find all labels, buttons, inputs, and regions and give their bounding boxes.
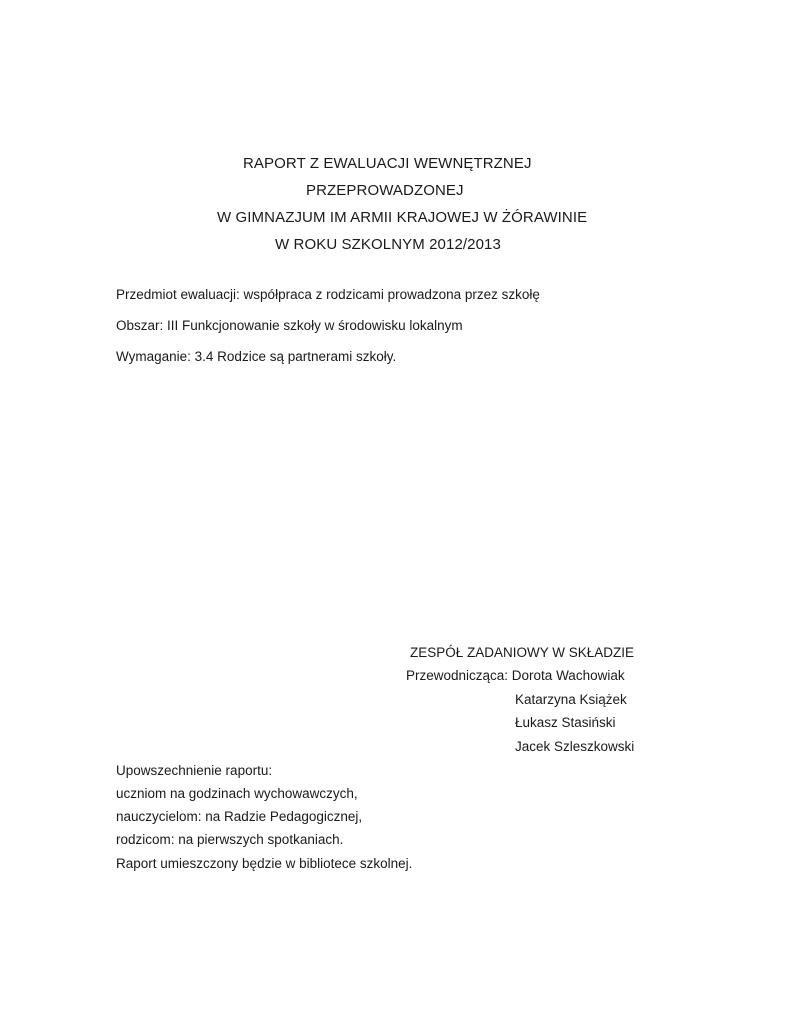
team-member: Katarzyna Książek xyxy=(515,692,627,707)
distribution-line: nauczycielom: na Radzie Pedagogicznej, xyxy=(116,809,363,824)
distribution-line: rodzicom: na pierwszych spotkaniach. xyxy=(116,832,344,847)
team-member: Jacek Szleszkowski xyxy=(515,739,635,754)
report-title-line-2: PRZEPROWADZONEJ xyxy=(306,182,464,199)
team-heading: ZESPÓŁ ZADANIOWY W SKŁADZIE xyxy=(410,645,635,660)
report-title-line-1: RAPORT Z EWALUACJI WEWNĘTRZNEJ xyxy=(243,155,532,172)
evaluation-requirement: Wymaganie: 3.4 Rodzice są partnerami szkoły. xyxy=(116,349,397,364)
evaluation-subject: Przedmiot ewaluacji: współpraca z rodzicami prowadzona przez szkołę xyxy=(116,287,540,302)
evaluation-area: Obszar: III Funkcjonowanie szkoły w środowisku lokalnym xyxy=(116,318,463,333)
report-title-line-3: W GIMNAZJUM IM ARMII KRAJOWEJ W ŻÓRAWINIE xyxy=(217,209,588,226)
team-member: Łukasz Stasiński xyxy=(515,715,616,730)
distribution-line: uczniom na godzinach wychowawczych, xyxy=(116,786,358,801)
distribution-line: Raport umieszczony będzie w bibliotece szkolnej. xyxy=(116,856,413,871)
report-title-line-4: W ROKU SZKOLNYM 2012/2013 xyxy=(275,236,501,253)
distribution-heading: Upowszechnienie raportu: xyxy=(116,763,273,778)
team-chair: Przewodnicząca: Dorota Wachowiak xyxy=(406,668,625,683)
